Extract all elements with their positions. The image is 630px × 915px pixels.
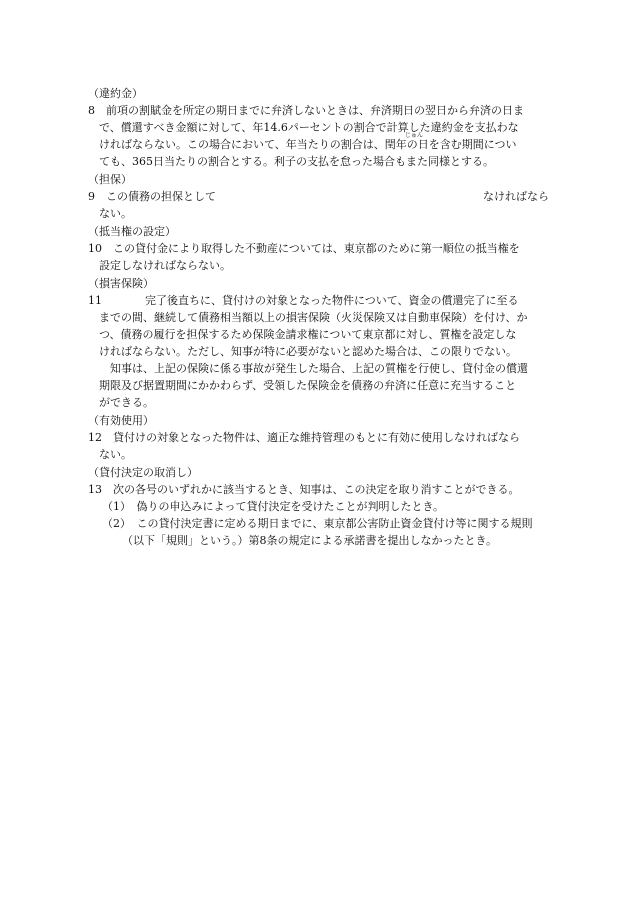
- clause-11-line-4: ければならない。ただし、知事が特に必要がないと認めた場合は、この限りでない。: [99, 345, 517, 358]
- clause-11-line-6: 期限及び据置期間にかかわらず、受領した保険金を債務の弁済に任意に充当すること: [99, 379, 517, 392]
- clause-10-line-1: 10 この貸付金により取得した不動産については、東京都のために第一順位の抵当権を: [88, 242, 520, 255]
- clause-9-line-1-left: 9 この債務の担保として: [88, 190, 216, 203]
- clause-11-number: 11: [88, 294, 102, 307]
- clause-8-line-4: ても、365日当たりの割合とする。利子の支払を怠った場合もまた同様とする。: [99, 155, 494, 168]
- clause-11-line-5: 知事は、上記の保険に係る事故が発生した場合、上記の質権を行使し、貸付金の償還: [110, 362, 528, 375]
- clause-8-line-3: ければならない。この場合において、年当たりの割合は、閏年の日を含む期間につい: [99, 138, 517, 151]
- clause-13-item-1: （1） 偽りの申込みによって貸付決定を受けたことが判明したとき。: [102, 500, 445, 513]
- clause-11-line-7: ができる。: [99, 396, 154, 409]
- clause-8-line-2: で、償還すべき金額に対して、年14.6パーセントの割合で計算した違約金を支払わな: [99, 121, 519, 134]
- clause-13-item-2-line-1: （2） この貸付決定書に定める期日までに、東京都公害防止資金貸付け等に関する規則: [102, 517, 533, 530]
- heading-penalty: （違約金）: [88, 87, 143, 100]
- clause-13-line-1: 13 次の各号のいずれかに該当するとき、知事は、この決定を取り消すことができる。: [88, 483, 520, 496]
- heading-cancellation: （貸付決定の取消し）: [88, 466, 198, 479]
- clause-12-line-2: ない。: [99, 448, 132, 461]
- heading-mortgage: （抵当権の設定）: [88, 225, 176, 238]
- clause-8-line-1: 8 前項の割賦金を所定の期日までに弁済しないときは、弁済期日の翌日から弁済の日ま: [88, 104, 524, 117]
- heading-security: （担保）: [88, 173, 132, 186]
- clause-11-line-3: つ、債務の履行を担保するため保険金請求権について東京都に対し、質権を設定しな: [99, 328, 517, 341]
- clause-9-line-1-right: なければなら: [483, 190, 549, 203]
- clause-11-line-1: 完了後直ちに、貸付けの対象となった物件について、資金の償還完了に至る: [145, 294, 519, 307]
- clause-10-line-2: 設定しなければならない。: [99, 259, 231, 272]
- heading-effective-use: （有効使用）: [88, 414, 154, 427]
- clause-13-item-2-line-2: （以下「規則」という。）第8条の規定による承諾書を提出しなかったとき。: [122, 534, 498, 547]
- clause-9-line-2: ない。: [99, 207, 132, 220]
- heading-insurance: （損害保険）: [88, 277, 154, 290]
- clause-12-line-1: 12 貸付けの対象となった物件は、適正な維持管理のもとに有効に使用しなければなら: [88, 431, 520, 444]
- clause-11-line-2: までの間、継続して債務相当額以上の損害保険（火災保険又は自動車保険）を付け、か: [99, 311, 528, 324]
- ruby-jun: じゅん: [405, 132, 424, 139]
